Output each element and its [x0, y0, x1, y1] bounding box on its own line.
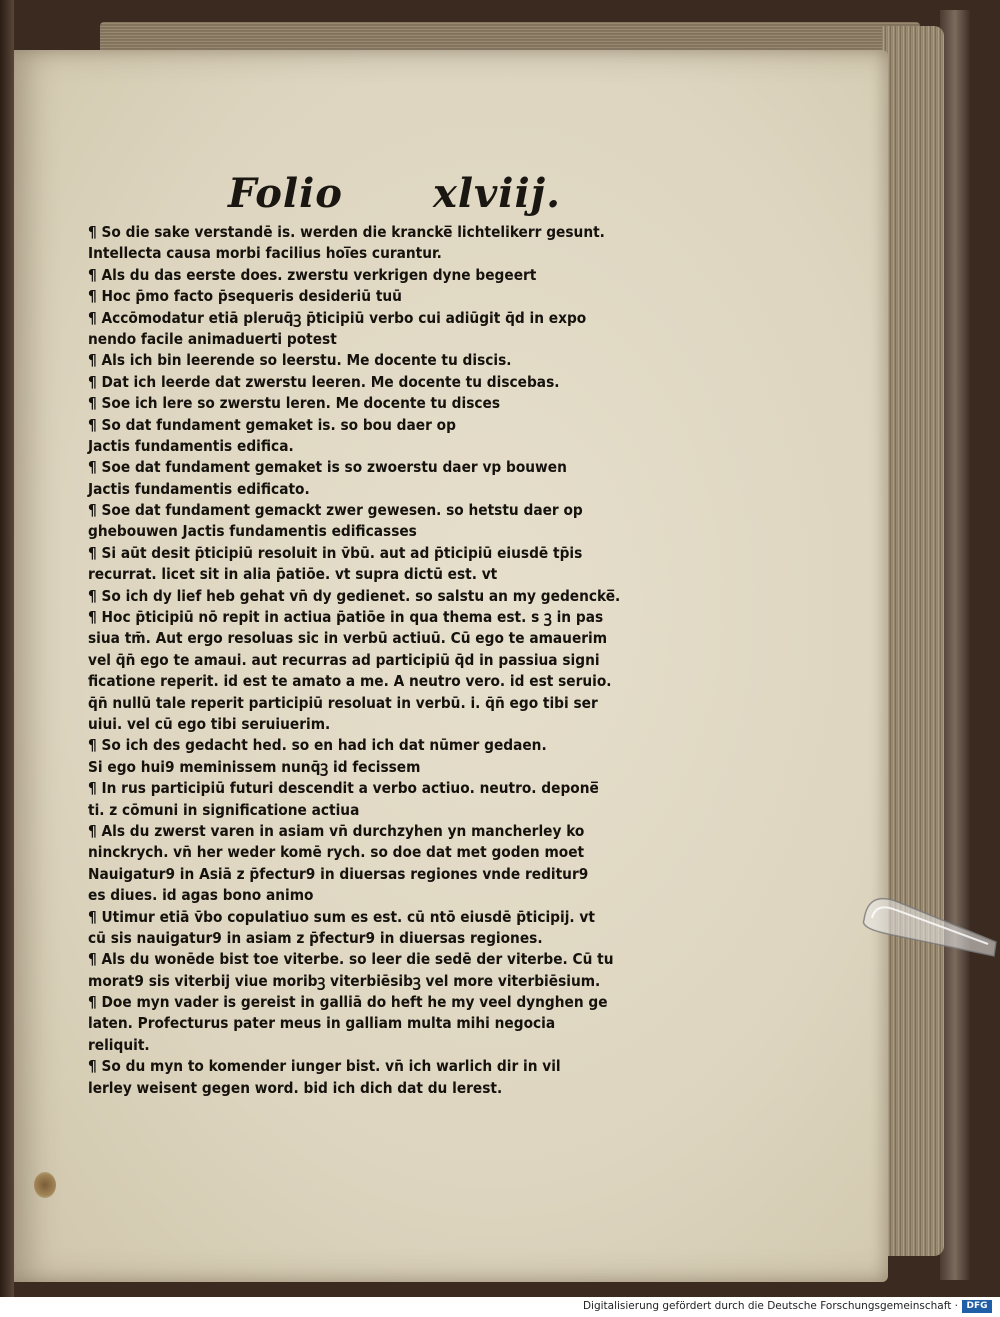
text-line: ¶ Soe dat fundament gemackt zwer gewesen. so hetstu daer op — [88, 501, 583, 520]
text-line: recurrat. licet sit in alia p̄atiōe. vt supra dictū est. vt — [88, 565, 498, 584]
text-line: reliquit. — [88, 1035, 150, 1054]
text-line: Jactis fundamentis edificato. — [88, 479, 310, 498]
text-line: morat9 sis viterbij viue moribꝫ viterbiēsibꝫ vel more viterbiēsium. — [88, 971, 601, 990]
page-stain — [34, 1172, 56, 1198]
text-block — [88, 222, 628, 1099]
folio-header — [228, 170, 561, 217]
folio-label: Folio — [228, 170, 343, 217]
text-line: ¶ Hoc p̄mo facto p̄sequeris desideriū tuū — [88, 287, 402, 306]
text-line: ¶ Si aūt desit p̄ticipiū resoluit in v̄bū. aut ad p̄ticipiū eiusdē tp̄is — [88, 543, 583, 562]
text-line: es diues. id agas bono animo — [88, 886, 314, 905]
folio-number: xlviij. — [432, 170, 562, 217]
footer-credit: Digitalisierung gefördert durch die Deutsche Forschungsgemeinschaft · — [582, 1300, 958, 1312]
text-line: ¶ In rus participiū futuri descendit a verbo actiuo. neutro. depone̅ — [88, 779, 599, 798]
text-line: Intellecta causa morbi facilius hoi̅es curantur. — [88, 244, 442, 263]
text-line: ¶ So ich dy lief heb gehat vn̄ dy gedienet. so salstu an my gedencke̅. — [88, 586, 621, 605]
text-line: ghebouwen Jactis fundamentis edificasses — [88, 522, 417, 541]
text-line: ¶ Soe ich lere so zwerstu leren. Me docente tu disces — [88, 394, 501, 413]
text-line: ¶ Dat ich leerde dat zwerstu leeren. Me docente tu discebas. — [88, 372, 560, 391]
text-line: Nauigatur9 in Asiā z p̄fectur9 in diuersas regiones vnde reditur9 — [88, 864, 589, 883]
text-line: ¶ So ich des gedacht hed. so en had ich dat nūmer gedaen. — [88, 736, 547, 755]
text-line: ¶ Als du das eerste does. zwerstu verkrigen dyne begeert — [88, 265, 537, 284]
text-line: ¶ So du myn to komender iunger bist. vn̄ ich warlich dir in vil — [88, 1057, 561, 1076]
text-line: ¶ So die sake verstandē is. werden die krancke̅ lichtelikerr gesunt. — [88, 223, 605, 241]
footer-bar — [0, 1297, 1000, 1317]
book-binding — [0, 0, 14, 1297]
text-line: q̄n̄ nullū tale reperit participiū resoluat in verbū. i. q̄n̄ ego tibi ser — [88, 693, 598, 712]
text-line: uiui. vel cū ego tibi seruiuerim. — [88, 714, 331, 733]
text-line: Si ego hui9 meminissem nunq̄ꝫ id fecissem — [88, 757, 421, 776]
text-line: vel q̄n̄ ego te amaui. aut recurras ad participiū q̄d in passiua signi — [88, 650, 600, 669]
page-edge-stack — [882, 26, 944, 1256]
text-line: Jactis fundamentis edifica. — [88, 436, 294, 455]
text-line: ninckrych. vn̄ her weder komē rych. so doe dat met goden moet — [88, 843, 585, 862]
text-line: ¶ Soe dat fundament gemaket is so zwoerstu daer vp bouwen — [88, 458, 567, 477]
text-line: lerley weisent gegen word. bid ich dich dat du lerest. — [88, 1078, 503, 1097]
text-line: ¶ Als ich bin leerende so leerstu. Me docente tu discis. — [88, 351, 512, 370]
text-line: ficatione reperit. id est te amato a me. A neutro vero. id est seruio. — [88, 672, 612, 691]
book-cover-edge — [940, 10, 970, 1280]
page-clip-bookmark — [858, 880, 998, 960]
text-line: ¶ So dat fundament gemaket is. so bou daer op — [88, 415, 456, 434]
text-line: siua tm̄. Aut ergo resoluas sic in verbū actiuū. Cū ego te amauerim — [88, 629, 608, 648]
text-line: cū sis nauigatur9 in asiam z p̄fectur9 in diuersas regiones. — [88, 928, 543, 947]
text-line: laten. Profecturus pater meus in galliam multa mihi negocia — [88, 1014, 556, 1033]
text-line: ¶ Accōmodatur etiā pleruq̄ꝫ p̄ticipiū verbo cui adiūgit q̄d in expo — [88, 308, 587, 327]
text-line: ¶ Als du wonēde bist toe viterbe. so leer die sedē der viterbe. Cū tu — [88, 950, 614, 969]
text-line: ¶ Als du zwerst varen in asiam vn̄ durchzyhen yn mancherley ko — [88, 821, 585, 840]
text-line: ¶ Doe myn vader is gereist in galliā do heft he my veel dynghen ge — [88, 993, 608, 1012]
dfg-logo: DFG — [962, 1300, 992, 1313]
text-line: nendo facile animaduerti potest — [88, 329, 337, 348]
text-line: ¶ Hoc p̄ticipiū nō repit in actiua p̄atiōe in qua thema est. s ꝫ in pas — [88, 608, 604, 627]
text-line: ¶ Utimur etiā v̄bo copulatiuo sum es est. cū ntō eiusdē p̄ticipij. vt — [88, 907, 595, 926]
text-line: ti. z cōmuni in significatione actiua — [88, 800, 360, 819]
